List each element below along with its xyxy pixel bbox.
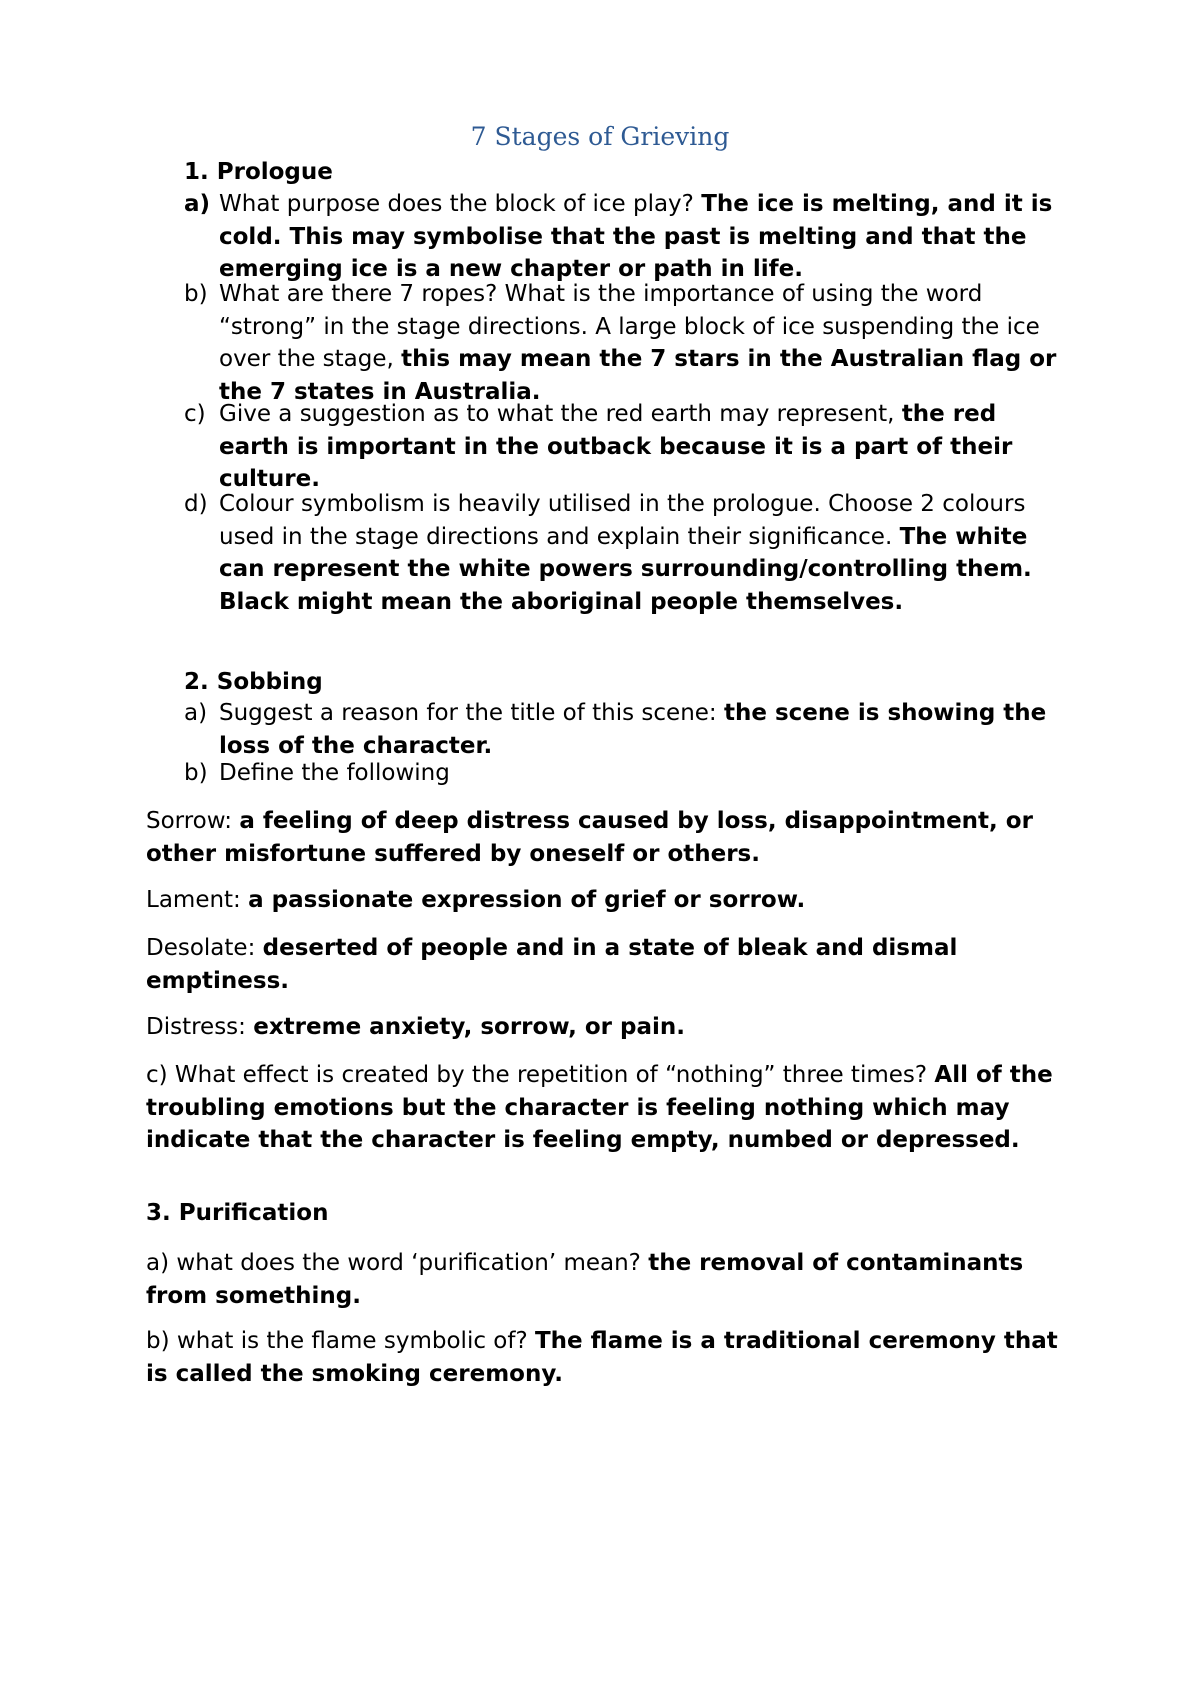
answer-text: The white can represent the white powers surrounding/controlling them. Black might mean the aboriginal people themselves. [219,523,1032,615]
question-text: Colour symbolism is heavily utilised in the prologue. Choose 2 colours used in the stage directions and explain their significance. [219,491,1026,550]
section-heading-prologue: 1. Prologue [184,159,333,185]
question-1d [184,488,1084,618]
question-1b [184,278,1084,408]
answer-text: this may mean the 7 stars in the Australian flag or the 7 states in Australia. [219,346,1057,405]
answer-text: the scene is showing the loss of the character. [219,700,1047,759]
question-3a [146,1247,1076,1312]
question-text: a) what does the word ‘purification’ mean? [146,1250,649,1276]
question-2b [184,757,1084,790]
definition-term: Desolate: [146,935,263,961]
section-heading-purification: 3. Purification [146,1200,329,1226]
definition-text: deserted of people and in a state of bleak and dismal emptiness. [146,935,958,994]
definition-sorrow [146,805,1076,870]
question-2c [146,1059,1076,1157]
answer-text: the removal of contaminants from something. [146,1250,1024,1309]
answer-text: the red earth is important in the outback because it is a part of their culture. [219,401,1013,492]
definition-term: Lament: [146,887,249,913]
definition-term: Sorrow: [146,808,240,834]
definition-desolate [146,932,1076,997]
question-2a [184,697,1084,762]
definition-term: Distress: [146,1014,254,1040]
definition-lament [146,884,1076,917]
definition-text: extreme anxiety, sorrow, or pain. [253,1014,685,1040]
question-text: c) What effect is created by the repetition of “nothing” three times? [146,1062,935,1088]
list-marker: d) [184,491,208,517]
document-title: 7 Stages of Grieving [470,122,730,151]
list-marker: b) [184,281,208,307]
answer-text: All of the troubling emotions but the character is feeling nothing which may indicate that the character is feeling empty, numbed or depressed. [146,1062,1053,1153]
question-text: What are there 7 ropes? What is the importance of using the word “strong” in the stage directions. A large block of ice suspending the ice over the stage, [219,281,1040,372]
question-text: Define the following [219,760,450,786]
section-heading-sobbing: 2. Sobbing [184,669,323,695]
definition-text: a passionate expression of grief or sorrow. [248,887,806,913]
question-text: Suggest a reason for the title of this scene: [219,700,724,726]
list-marker: b) [184,760,208,786]
definition-text: a feeling of deep distress caused by loss, disappointment, or other misfortune suffered by oneself or others. [146,808,1033,867]
list-marker: a) [184,700,208,726]
question-3b [146,1325,1076,1390]
question-text: b) what is the flame symbolic of? [146,1328,535,1354]
question-text: What purpose does the block of ice play? [219,191,702,217]
question-1c [184,398,1084,496]
question-1a [184,188,1084,286]
question-text: Give a suggestion as to what the red earth may represent, [219,401,902,427]
definition-distress [146,1011,1076,1044]
answer-text: The flame is a traditional ceremony that is called the smoking ceremony. [146,1328,1058,1387]
list-marker: c) [184,401,206,427]
answer-text: The ice is melting, and it is cold. This may symbolise that the past is melting and that the emerging ice is a new chapter or path in life. [219,191,1053,282]
list-marker: a) [184,191,211,217]
